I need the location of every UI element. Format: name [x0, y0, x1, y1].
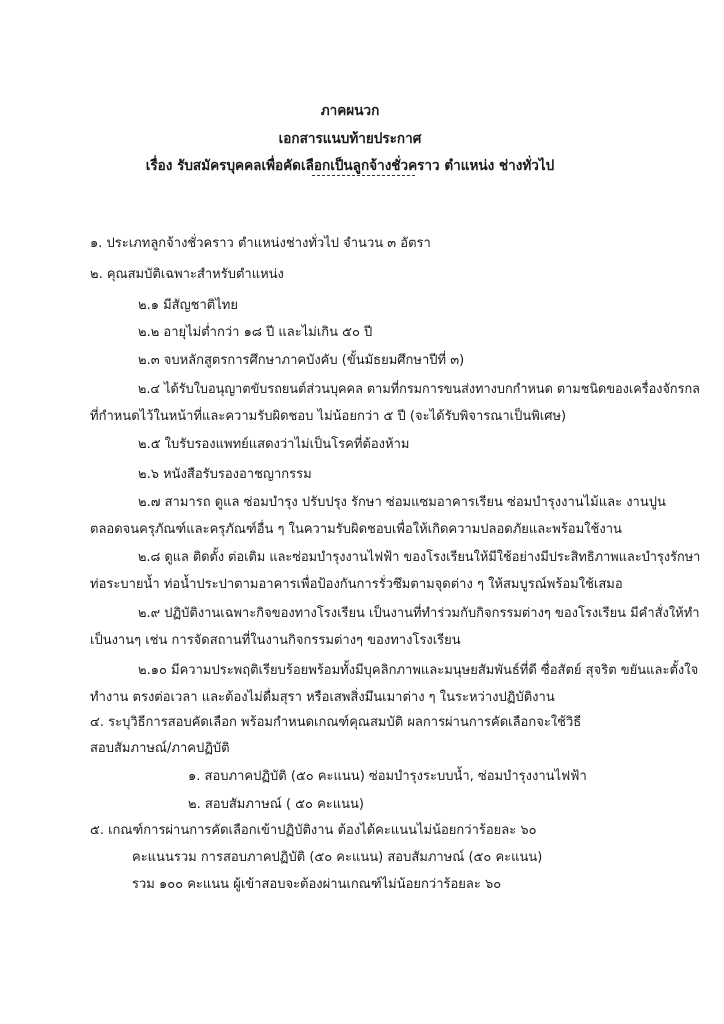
item-2-5-medical-certificate: ๒.๕ ใบรับรองแพทย์แสดงว่าไม่เป็นโรคที่ต้องห้าม [138, 437, 410, 452]
item-2-7-maintenance-line1: ๒.๗ สามารถ ดูแล ซ่อมบำรุง ปรับปรุง รักษา ซ่อมแซมอาคารเรียน ซ่อมบำรุงงานไม้และ งานปูน [138, 495, 666, 510]
item-2-qualifications-heading: ๒. คุณสมบัติเฉพาะสำหรับตำแหน่ง [90, 267, 284, 282]
item-2-1-nationality: ๒.๑ มีสัญชาติไทย [138, 298, 238, 313]
item-2-9-special-tasks-line2: เป็นงานๆ เช่น การจัดสถานที่ในงานกิจกรรมต่างๆ ของทางโรงเรียน [90, 633, 461, 648]
document-title: ภาคผนวก [320, 103, 380, 119]
document-subject: เรื่อง รับสมัครบุคคลเพื่อคัดเลือกเป็นลูกจ้างชั่วคราว ตำแหน่ง ช่างทั่วไป [145, 158, 555, 174]
exam-interview: ๒. สอบสัมภาษณ์ ( ๕๐ คะแนน) [188, 797, 364, 812]
item-2-8-electrical-line1: ๒.๘ ดูแล ติดตั้ง ต่อเติม และซ่อมบำรุงงานไฟฟ้า ของโรงเรียนให้มีใช้อย่างมีประสิทธิภาพและบำรุงรักษา [138, 550, 701, 565]
item-4-selection-method-line2: สอบสัมภาษณ์/ภาคปฏิบัติ [90, 741, 230, 756]
item-2-4-license-line1: ๒.๔ ได้รับใบอนุญาตขับรถยนต์ส่วนบุคคล ตามที่กรมการขนส่งทางบกกำหนด ตามชนิดของเครื่องจักรกล [138, 382, 700, 397]
item-2-10-conduct-line1: ๒.๑๐ มีความประพฤติเรียบร้อยพร้อมทั้งมีบุคลิกภาพและมนุษยสัมพันธ์ที่ดี ซื่อสัตย์ สุจริต ขยันและตั้งใจ [138, 663, 699, 678]
item-2-2-age: ๒.๒ อายุไม่ต่ำกว่า ๑๘ ปี และไม่เกิน ๕๐ ปี [138, 325, 373, 340]
item-2-8-electrical-line2: ท่อระบายน้ำ ท่อน้ำประปาตามอาคารเพื่อป้องกันการรั่วซึมตามจุดต่าง ๆ ให้สมบูรณ์พร้อมใช้เสมอ [90, 577, 623, 592]
item-2-10-conduct-line2: ทำงาน ตรงต่อเวลา และต้องไม่ดื่มสุรา หรือเสพสิ่งมึนเมาต่าง ๆ ในระหว่างปฏิบัติงาน [90, 690, 555, 705]
item-2-4-license-line2: ที่กำหนดไว้ในหน้าที่และความรับผิดชอบ ไม่น้อยกว่า ๕ ปี (จะได้รับพิจารณาเป็นพิเศษ) [90, 409, 567, 424]
total-score-breakdown: คะแนนรวม การสอบภาคปฏิบัติ (๕๐ คะแนน) สอบสัมภาษณ์ (๕๐ คะแนน) [132, 850, 543, 865]
item-2-9-special-tasks-line1: ๒.๙ ปฏิบัติงานเฉพาะกิจของทางโรงเรียน เป็นงานที่ทำร่วมกับกิจกรรมต่างๆ ของโรงเรียน มีคำสั่งให้ทำ [138, 606, 700, 621]
document-subtitle: เอกสารแนบท้ายประกาศ [278, 131, 422, 147]
item-1-position-count: ๑. ประเภทลูกจ้างชั่วคราว ตำแหน่งช่างทั่วไป จำนวน ๓ อัตรา [90, 236, 431, 251]
item-4-selection-method-line1: ๔. ระบุวิธีการสอบคัดเลือก พร้อมกำหนดเกณฑ์คุณสมบัติ ผลการผ่านการคัดเลือกจะใช้วิธี [90, 715, 582, 730]
item-5-passing-criteria: ๕. เกณฑ์การผ่านการคัดเลือกเข้าปฏิบัติงาน ต้องได้คะแนนไม่น้อยกว่าร้อยละ ๖๐ [90, 823, 537, 838]
item-2-6-criminal-record: ๒.๖ หนังสือรับรองอาชญากรรม [138, 467, 312, 482]
item-2-7-maintenance-line2: ตลอดจนครุภัณฑ์และครุภัณฑ์อื่น ๆ ในความรับผิดชอบเพื่อให้เกิดความปลอดภัยและพร้อมใช้งาน [90, 522, 622, 537]
exam-practical: ๑. สอบภาคปฏิบัติ (๕๐ คะแนน) ซ่อมบำรุงระบบน้ำ, ซ่อมบำรุงงานไฟฟ้า [188, 769, 587, 784]
total-score-threshold: รวม ๑๐๐ คะแนน ผู้เข้าสอบจะต้องผ่านเกณฑ์ไม่น้อยกว่าร้อยละ ๖๐ [132, 877, 502, 892]
header-divider [312, 175, 415, 176]
item-2-3-education: ๒.๓ จบหลักสูตรการศึกษาภาคบังคับ (ขั้นมัธยมศึกษาปีที่ ๓) [138, 353, 465, 368]
